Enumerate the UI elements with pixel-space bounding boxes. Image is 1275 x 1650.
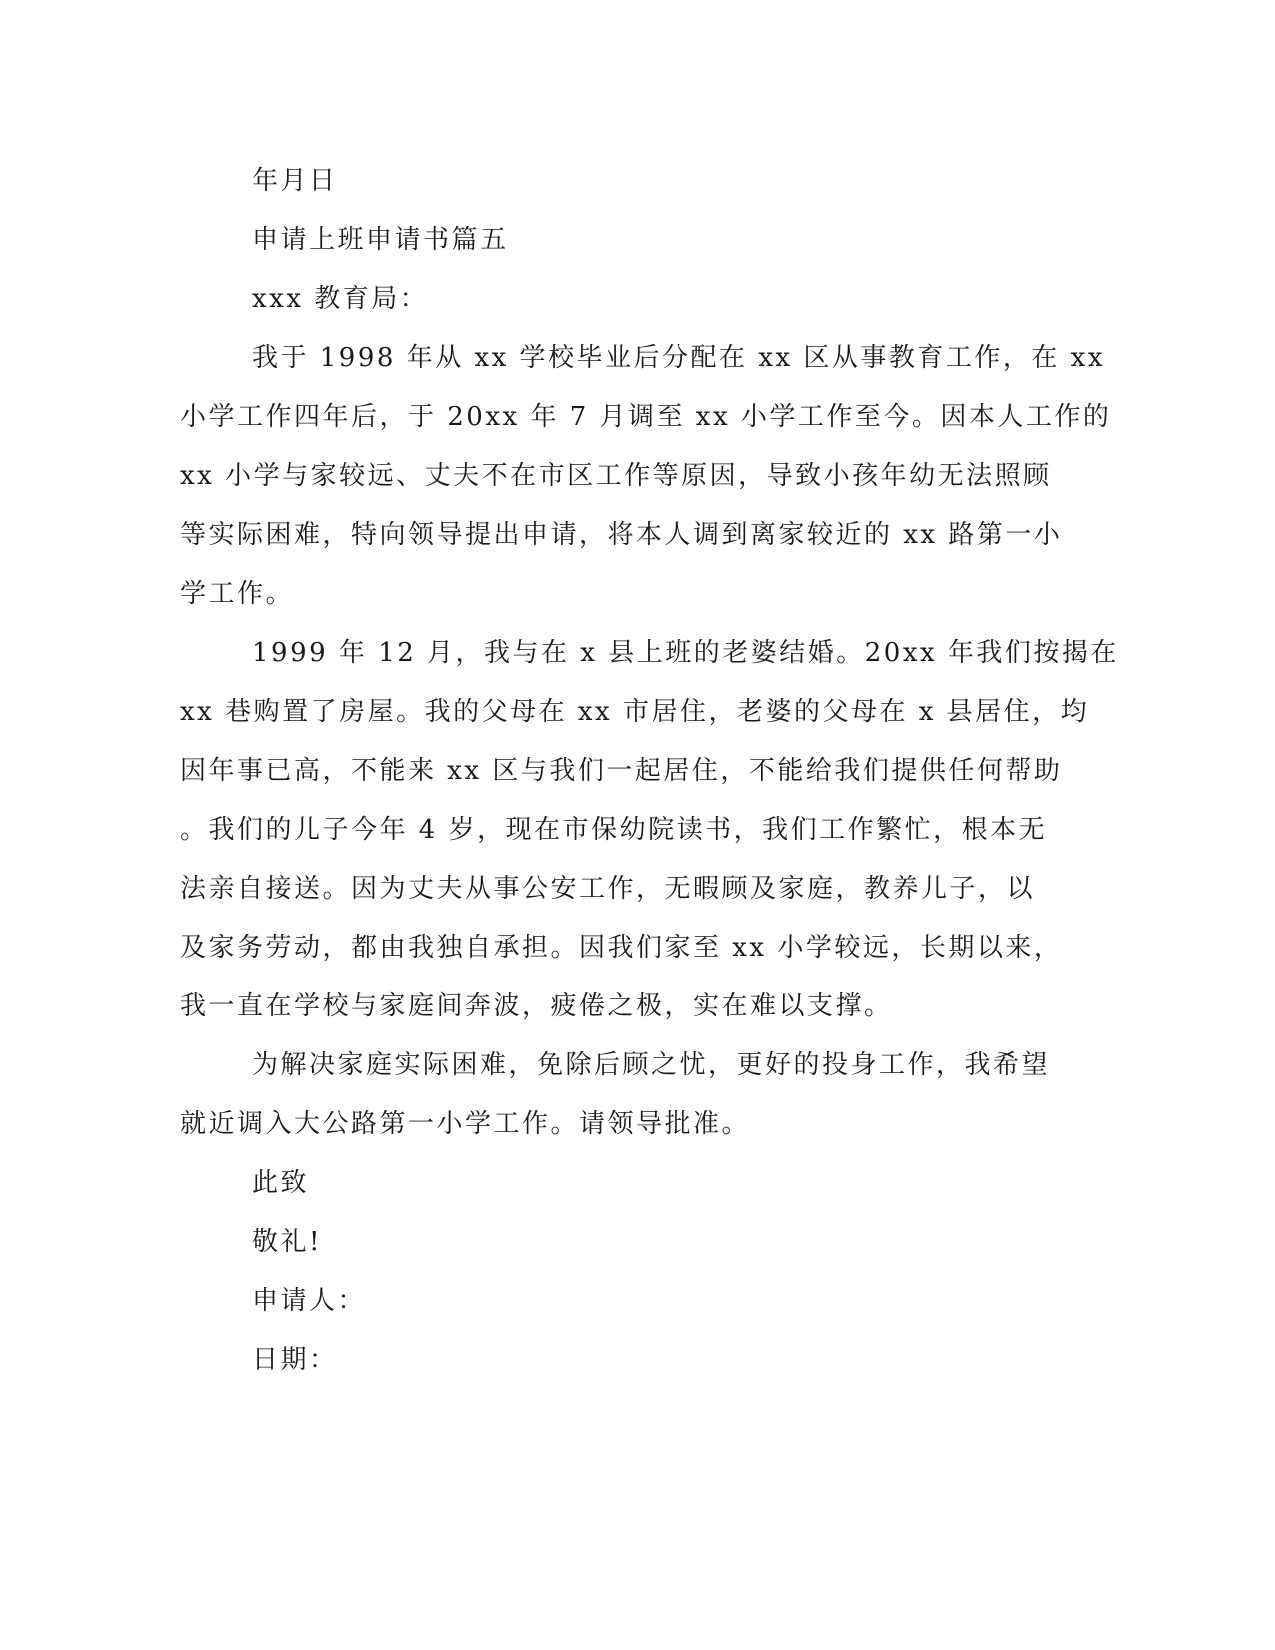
applicant-label: 申请人：	[252, 1286, 367, 1316]
date-label: 日期：	[252, 1345, 338, 1375]
paragraph-line: 1999 年 12 月，我与在 x 县上班的老婆结婚。20xx 年我们按揭在	[252, 638, 1119, 668]
paragraph-line: 我一直在学校与家庭间奔波，疲倦之极，实在难以支撑。	[180, 991, 893, 1021]
paragraph-line: 小学工作四年后，于 20xx 年 7 月调至 xx 小学工作至今。因本人工作的	[180, 402, 1112, 432]
closing-line-1: 此致	[252, 1168, 310, 1198]
paragraph-line: 法亲自接送。因为丈夫从事公安工作，无暇顾及家庭，教养儿子，以	[180, 874, 1036, 904]
paragraph-line: xx 巷购置了房屋。我的父母在 xx 市居住，老婆的父母在 x 县居住，均	[180, 697, 1090, 727]
paragraph-line: 为解决家庭实际困难，免除后顾之忧，更好的投身工作，我希望	[252, 1050, 1051, 1080]
salutation: xxx 教育局：	[252, 284, 429, 314]
paragraph-line: 等实际困难，特向领导提出申请，将本人调到离家较近的 xx 路第一小	[180, 520, 1063, 550]
date-line: 年月日	[252, 166, 338, 196]
paragraph-line: 及家务劳动，都由我独自承担。因我们家至 xx 小学较远，长期以来，	[180, 933, 1063, 963]
paragraph-line: 学工作。	[180, 579, 295, 609]
paragraph-line: 因年事已高，不能来 xx 区与我们一起居住，不能给我们提供任何帮助	[180, 756, 1063, 786]
paragraph-line: 就近调入大公路第一小学工作。请领导批准。	[180, 1109, 751, 1139]
paragraph-line: 我于 1998 年从 xx 学校毕业后分配在 xx 区从事教育工作，在 xx	[252, 343, 1105, 373]
paragraph-line: 。我们的儿子今年 4 岁，现在市保幼院读书，我们工作繁忙，根本无	[180, 815, 1048, 845]
document-heading: 申请上班申请书篇五	[252, 225, 509, 255]
paragraph-line: xx 小学与家较远、丈夫不在市区工作等原因，导致小孩年幼无法照顾	[180, 461, 1052, 491]
closing-line-2: 敬礼!	[252, 1227, 322, 1257]
